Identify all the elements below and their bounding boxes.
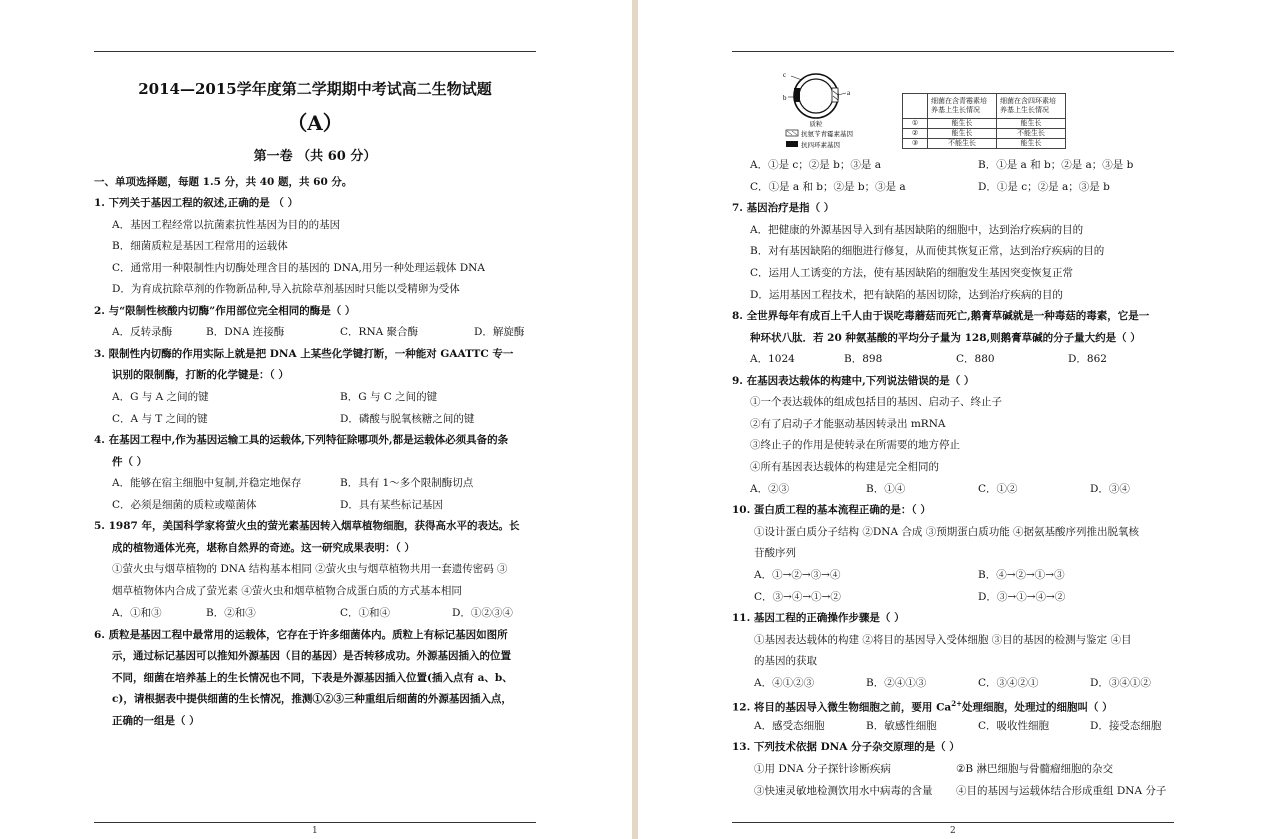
- plasmid-ring-inner: [799, 79, 833, 113]
- q4-option-d: D．具有某些标记基因: [340, 499, 443, 511]
- q13-statement-4: ④目的基因与运载体结合形成重组 DNA 分子: [956, 785, 1167, 797]
- table-cell: ③: [903, 139, 928, 149]
- page-number: 1: [312, 826, 318, 836]
- q9-statement-4: ④所有基因表达载体的构建是完全相同的: [750, 461, 939, 473]
- q6-option-a: A．①是 c；②是 b；③是 a: [750, 159, 881, 171]
- q3-option-b: B．G 与 C 之间的键: [340, 391, 438, 403]
- q9-statement-2: ②有了启动子才能驱动基因转录出 mRNA: [750, 418, 946, 430]
- q12-superscript: 2+: [951, 699, 962, 708]
- q1-option-c: C．通常用一种限制性内切酶处理含目的基因的 DNA,用另一种处理运载体 DNA: [112, 262, 485, 274]
- q4-stem-line2: 件（ ）: [112, 456, 148, 468]
- q4-option-a: A．能够在宿主细胞中复制,并稳定地保存: [112, 477, 302, 489]
- q11-option-d: D．③④①②: [1090, 677, 1151, 689]
- q9-stem: 9. 在基因表达载体的构建中,下列说法错误的是（ ）: [732, 375, 975, 387]
- q8-option-a: A．1024: [750, 353, 795, 365]
- header-rule: [94, 51, 536, 52]
- q6-stem-line2: 示，通过标记基因可以推知外源基因（目的基因）是否转移成功。外源基因插入的位置: [112, 650, 511, 662]
- q11-statements-line2: 的基因的获取: [754, 655, 817, 667]
- q3-stem-line2: 识别的限制酶，打断的化学键是：（ ）: [112, 369, 289, 381]
- page-number: 2: [950, 826, 956, 836]
- q12-option-a: A．感受态细胞: [754, 720, 825, 732]
- q6-option-c: C．①是 a 和 b；②是 b；③是 a: [750, 181, 906, 193]
- q13-statement-2: ②B 淋巴细胞与骨髓瘤细胞的杂交: [956, 763, 1113, 775]
- exam-title: 2014—2015学年度第二学期期中考试高二生物试题: [138, 80, 492, 98]
- q6-option-d: D．①是 c；②是 a；③是 b: [978, 181, 1110, 193]
- legend-tet-label: 抗四环素基因: [801, 142, 840, 149]
- table-header-cell: 细菌在含四环素培养基上生长情况: [997, 94, 1066, 119]
- q6-stem-line1: 6. 质粒是基因工程中最常用的运载体，它存在于许多细菌体内。质粒上有标记基因如图所: [94, 629, 508, 641]
- legend-tet-swatch: [786, 141, 798, 147]
- exam-version: （A）: [287, 111, 343, 135]
- q5-option-c: C．①和④: [340, 607, 391, 619]
- q7-option-b: B．对有基因缺陷的细胞进行修复，从而使其恢复正常，达到治疗疾病的目的: [750, 245, 1105, 257]
- q6-option-b: B．①是 a 和 b；②是 a；③是 b: [978, 159, 1134, 171]
- q10-option-a: A．①→②→③→④: [754, 569, 841, 581]
- q6-stem-line3: 不同，细菌在培养基上的生长情况也不同，下表是外源基因插入位置(插入点有 a、b、: [112, 672, 513, 684]
- q1-option-a: A．基因工程经常以抗菌素抗性基因为目的的基因: [112, 219, 341, 231]
- table-header-row: [903, 94, 1066, 119]
- table-cell: 不能生长: [928, 139, 997, 149]
- q3-option-d: D．磷酸与脱氧核糖之间的键: [340, 413, 475, 425]
- q4-option-c: C．必须是细菌的质粒或噬菌体: [112, 499, 257, 511]
- q9-option-d: D．③④: [1090, 483, 1130, 495]
- table-header-cell: [903, 94, 928, 119]
- q11-option-a: A．④①②③: [754, 677, 815, 689]
- page-2: [638, 0, 1264, 839]
- q6-stem-line4: c)，请根据表中提供细菌的生长情况，推测①②③三种重组后细菌的外源基因插入点，: [112, 693, 512, 705]
- plasmid-label: 质粒: [809, 121, 823, 128]
- q10-option-d: D．③→①→④→②: [978, 591, 1066, 603]
- q2-option-c: C．RNA 聚合酶: [340, 326, 419, 338]
- plasmid-diagram: [783, 66, 886, 156]
- q2-option-b: B．DNA 连接酶: [206, 326, 285, 338]
- q11-stem: 11. 基因工程的正确操作步骤是（ ）: [732, 612, 905, 624]
- plasmid-ring-outer: [794, 74, 838, 118]
- legend-amp-label: 抗氨苄青霉素基因: [801, 131, 853, 138]
- pointer-c: [791, 76, 802, 80]
- q12-option-d: D．接受态细胞: [1090, 720, 1162, 732]
- q1-option-b: B．细菌质粒是基因工程常用的运载体: [112, 240, 288, 252]
- q12-option-c: C．吸收性细胞: [978, 720, 1050, 732]
- table-cell: 能生长: [928, 119, 997, 129]
- q3-option-a: A．G 与 A 之间的键: [112, 391, 209, 403]
- table-row: [903, 119, 1066, 129]
- q13-statement-3: ③快速灵敏地检测饮用水中病毒的含量: [754, 785, 933, 797]
- table-header-cell: 细菌在含青霉素培养基上生长情况: [928, 94, 997, 119]
- q5-statements-line2: 烟草植物体内合成了萤光素 ④萤火虫和烟草植物合成蛋白质的方式基本相同: [112, 585, 462, 597]
- q6-stem-line5: 正确的一组是（ ）: [112, 715, 200, 727]
- q5-option-b: B．②和③: [206, 607, 256, 619]
- q5-option-d: D．①②③④: [452, 607, 513, 619]
- tet-gene-segment: [794, 88, 800, 102]
- q5-statements-line1: ①萤火虫与烟草植物的 DNA 结构基本相同 ②萤火虫与烟草植物共用一套遗传密码 ③: [112, 563, 508, 575]
- pointer-a: [838, 93, 846, 95]
- growth-table: [902, 93, 1066, 149]
- q12-stem-post: 处理细胞，处理过的细胞叫（ ）: [962, 701, 1113, 714]
- point-a-label: a: [847, 89, 851, 97]
- q11-option-c: C．③④②①: [978, 677, 1039, 689]
- q3-option-c: C．A 与 T 之间的键: [112, 413, 208, 425]
- table-cell: 能生长: [928, 129, 997, 139]
- point-b-label: b: [783, 94, 787, 102]
- q8-stem-line2: 种环状八肽．若 20 种氨基酸的平均分子量为 128,则鹅膏草碱的分子量大约是（ ）: [750, 332, 1141, 344]
- q10-statements-line2: 苷酸序列: [754, 547, 796, 559]
- header-rule: [732, 51, 1174, 52]
- q13-stem: 13. 下列技术依据 DNA 分子杂交原理的是（ ）: [732, 741, 960, 753]
- q10-option-c: C．③→④→①→②: [754, 591, 841, 603]
- q7-stem: 7. 基因治疗是指（ ）: [732, 202, 835, 214]
- point-c-label: c: [783, 71, 787, 79]
- q1-stem: 1. 下列关于基因工程的叙述,正确的是 （ ）: [94, 197, 299, 209]
- q12-stem: [732, 697, 1113, 715]
- q4-option-b: B．具有 1～多个限制酶切点: [340, 477, 474, 489]
- q9-option-b: B．①④: [866, 483, 906, 495]
- q4-stem-line1: 4. 在基因工程中,作为基因运输工具的运载体,下列特征除哪项外,都是运载体必须具备的条: [94, 434, 509, 446]
- footer-rule: [732, 822, 1174, 823]
- q11-statements-line1: ①基因表达载体的构建 ②将目的基因导入受体细胞 ③目的基因的检测与鉴定 ④目: [754, 634, 1132, 646]
- table-cell: ②: [903, 129, 928, 139]
- footer-rule: [94, 822, 536, 823]
- q5-stem-line1: 5. 1987 年，美国科学家将萤火虫的萤光素基因转入烟草植物细胞，获得高水平的表达。长: [94, 520, 520, 532]
- q5-stem-line2: 成的植物通体光亮，堪称自然界的奇迹。这一研究成果表明：（ ）: [112, 542, 415, 554]
- table-cell: 能生长: [997, 139, 1066, 149]
- q12-option-b: B．敏感性细胞: [866, 720, 937, 732]
- instructions: 一、单项选择题，每题 1.5 分，共 40 题，共 60 分。: [94, 176, 353, 188]
- q9-option-a: A．②③: [750, 483, 790, 495]
- q2-option-a: A．反转录酶: [112, 326, 173, 338]
- q5-option-a: A．①和③: [112, 607, 162, 619]
- q8-stem-line1: 8. 全世界每年有成百上千人由于误吃毒蘑菇而死亡,鹅膏草碱就是一种毒菇的毒素，它是一: [732, 310, 1150, 322]
- q3-stem-line1: 3. 限制性内切酶的作用实际上就是把 DNA 上某些化学键打断，一种能对 GAATTC 专一: [94, 348, 514, 360]
- amp-gene-segment: [832, 88, 838, 102]
- table-cell: ①: [903, 119, 928, 129]
- q1-option-d: D．为育成抗除草剂的作物新品种,导入抗除草剂基因时只能以受精卵为受体: [112, 283, 460, 295]
- q8-option-b: B．898: [844, 353, 883, 365]
- q7-option-a: A．把健康的外源基因导入到有基因缺陷的细胞中，达到治疗疾病的目的: [750, 224, 1084, 236]
- q2-stem: 2. 与“限制性核酸内切酶”作用部位完全相同的酶是（ ）: [94, 305, 356, 317]
- q12-stem-pre: 12. 将目的基因导入微生物细胞之前，要用 Ca: [732, 701, 952, 714]
- q9-statement-3: ③终止子的作用是使转录在所需要的地方停止: [750, 439, 960, 451]
- section-title: 第一卷 （共 60 分）: [253, 149, 377, 164]
- q7-option-c: C．运用人工诱变的方法，使有基因缺陷的细胞发生基因突变恢复正常: [750, 267, 1074, 279]
- legend-amp-swatch: [786, 130, 798, 136]
- q9-statement-1: ①一个表达载体的组成包括目的基因、启动子、终止子: [750, 396, 1002, 408]
- q9-option-c: C．①②: [978, 483, 1018, 495]
- q8-option-d: D．862: [1068, 353, 1107, 365]
- q13-statement-1: ①用 DNA 分子探针诊断疾病: [754, 763, 891, 775]
- q10-stem: 10. 蛋白质工程的基本流程正确的是：（ ）: [732, 504, 931, 516]
- table-row: [903, 129, 1066, 139]
- table-cell: 能生长: [997, 119, 1066, 129]
- table-row: [903, 139, 1066, 149]
- table-cell: 不能生长: [997, 129, 1066, 139]
- q8-option-c: C．880: [956, 353, 995, 365]
- q7-option-d: D．运用基因工程技术，把有缺陷的基因切除，达到治疗疾病的目的: [750, 289, 1063, 301]
- q10-statements-line1: ①设计蛋白质分子结构 ②DNA 合成 ③预期蛋白质功能 ④据氨基酸序列推出脱氧核: [754, 526, 1140, 538]
- q2-option-d: D．解旋酶: [474, 326, 525, 338]
- q10-option-b: B．④→②→①→③: [978, 569, 1065, 581]
- q11-option-b: B．②④①③: [866, 677, 927, 689]
